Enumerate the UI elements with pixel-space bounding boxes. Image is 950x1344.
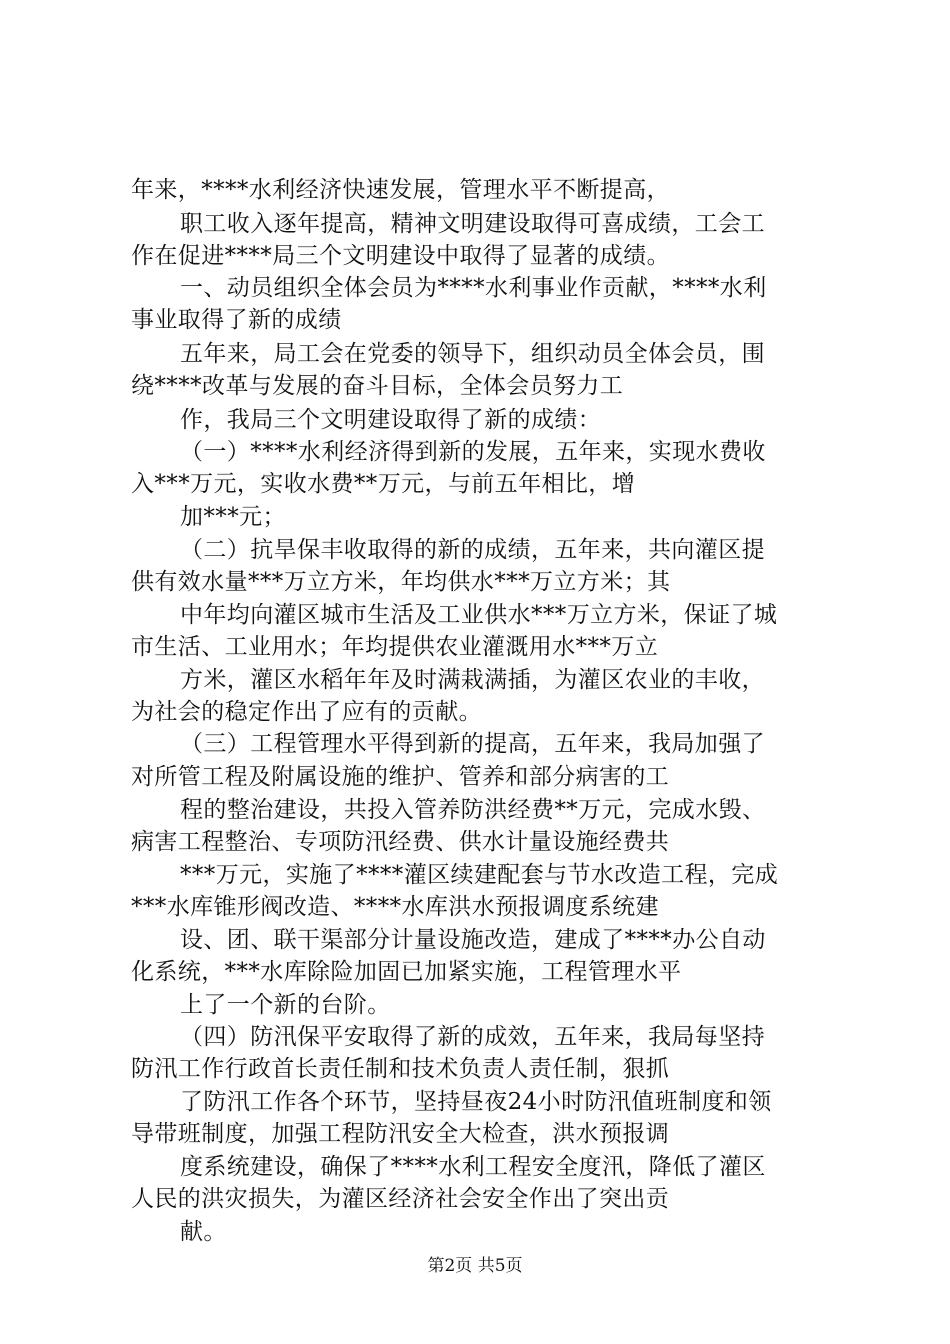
text-line: 加***元； [180,504,286,530]
text-line: 绕****改革与发展的奋斗目标，全体会员努力工 [131,373,624,399]
text-line: 度系统建设，确保了****水利工程安全度汛，降低了灌区 [180,1154,766,1180]
text-line: 五年来，局工会在党委的领导下，组织动员全体会员，围 [180,341,765,367]
text-line: 人民的洪灾损失，为灌区经济社会安全作出了突出贡 [131,1186,670,1212]
text-line: ***水库锥形阀改造、****水库洪水预报调度系统建 [131,894,659,920]
text-line: 市生活、工业用水；年均提供农业灌溉用水***万立 [131,634,659,660]
text-line: 献。 [180,1219,227,1245]
text-line: 年来，****水利经济快速发展，管理水平不断提高， [131,177,670,203]
text-line: 供有效水量***万立方米，年均供水***万立方米；其 [131,569,671,595]
text-line: 设、团、联干渠部分计量设施改造，建成了****办公自动 [180,927,766,953]
text-line: 作在促进****局三个文明建设中取得了显著的成绩。 [131,243,670,269]
text-line: 防汛工作行政首长责任制和技术负责人责任制，狠抓 [131,1056,670,1082]
text-line: 作，我局三个文明建设取得了新的成绩： [180,407,602,433]
text-line: （一）****水利经济得到新的发展，五年来，实现水费收 [180,439,766,465]
text-line: ***万元，实施了****灌区续建配套与节水改造工程，完成 [180,862,779,888]
text-line: 对所管工程及附属设施的维护、管养和部分病害的工 [131,764,670,790]
text-line: 病害工程整治、专项防汛经费、供水计量设施经费共 [131,829,670,855]
text-line: 方米，灌区水稻年年及时满栽满插，为灌区农业的丰收， [180,667,765,693]
text-line: 化系统，***水库除险加固已加紧实施，工程管理水平 [131,959,682,985]
text-line: 一、动员组织全体会员为****水利事业作贡献，****水利 [180,275,767,301]
text-line: 事业取得了新的成绩 [131,307,342,333]
page-number-footer: 第2页 共5页 [427,1256,523,1276]
text-line: （二）抗旱保丰收取得的新的成绩，五年来，共向灌区提 [180,537,765,563]
text-line: （三）工程管理水平得到新的提高，五年来，我局加强了 [180,731,765,757]
text-line: 为社会的稳定作出了应有的贡献。 [131,699,482,725]
text-line: 职工收入逐年提高，精神文明建设取得可喜成绩，工会工 [180,211,765,237]
text-line: 了防汛工作各个环节，坚持昼夜24小时防汛值班制度和领 [180,1089,772,1115]
text-line: 上了一个新的台阶。 [180,992,391,1018]
text-line: 入***万元，实收水费**万元，与前五年相比，增 [131,471,636,497]
text-line: （四）防汛保平安取得了新的成效，五年来，我局每坚持 [180,1024,765,1050]
text-line: 导带班制度，加强工程防汛安全大检查，洪水预报调 [131,1121,670,1147]
text-line: 程的整治建设，共投入管养防洪经费**万元，完成水毁、 [180,797,766,823]
text-line: 中年均向灌区城市生活及工业供水***万立方米，保证了城 [180,602,778,628]
